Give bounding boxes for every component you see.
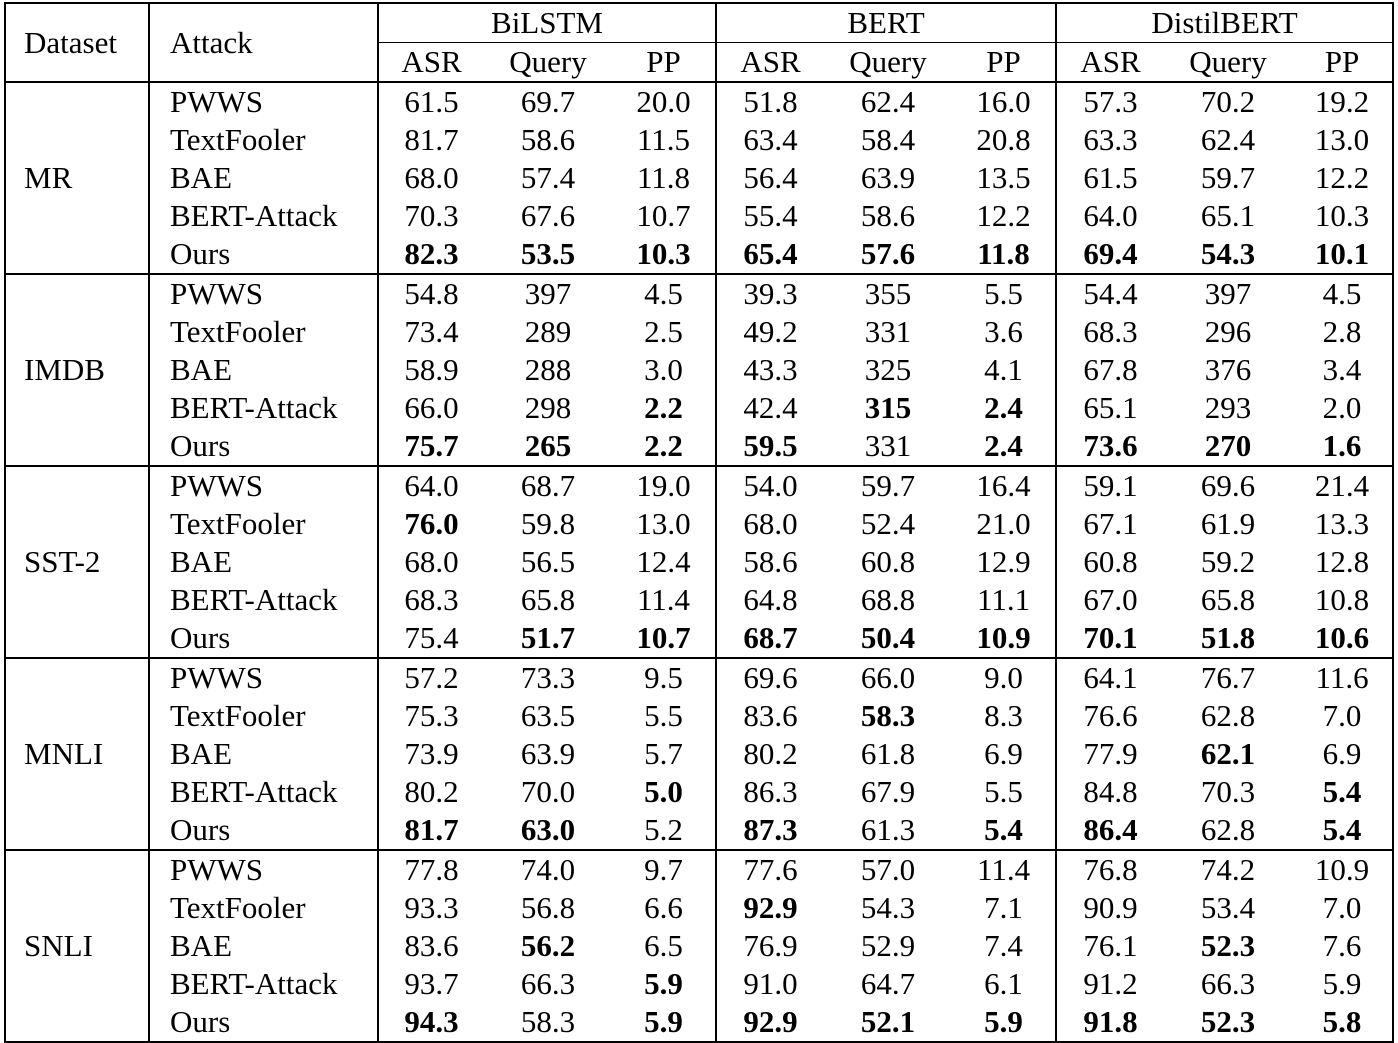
value-cell: 3.6	[952, 313, 1056, 351]
value-cell: 54.4	[1083, 276, 1138, 311]
value-cell: 5.9	[952, 1003, 1056, 1042]
value-cell: 298	[524, 390, 572, 425]
value-cell: 12.2	[1292, 159, 1393, 197]
value-cell: 93.7	[404, 966, 459, 1001]
value-cell: 64.0	[1083, 198, 1138, 233]
value-cell: 68.8	[860, 582, 916, 617]
dataset-cell: SST-2	[5, 466, 149, 658]
value-cell: 69.6	[743, 660, 798, 695]
table-row	[5, 850, 1393, 889]
value-cell: 21.4	[1292, 466, 1393, 505]
value-cell: 5.9	[1292, 965, 1393, 1003]
value-cell: 90.9	[1083, 890, 1138, 925]
value-cell: 82.3	[378, 235, 484, 274]
value-cell: 11.8	[612, 159, 716, 197]
value-cell: 9.7	[612, 850, 716, 889]
table-header	[5, 3, 1393, 82]
value-cell: 7.6	[1292, 927, 1393, 965]
attack-cell: TextFooler	[149, 505, 378, 543]
value-cell: 75.3	[404, 698, 459, 733]
value-cell: 73.4	[404, 314, 459, 349]
value-cell: 5.9	[612, 965, 716, 1003]
value-cell: 11.1	[952, 581, 1056, 619]
table-row	[5, 274, 1393, 313]
value-cell: 3.0	[612, 351, 716, 389]
value-cell: 67.0	[1083, 582, 1138, 617]
value-cell: 92.9	[716, 1003, 824, 1042]
value-cell: 5.4	[952, 811, 1056, 850]
value-cell: 57.3	[1083, 84, 1138, 119]
value-cell: 5.8	[1292, 1003, 1393, 1042]
value-cell: 270	[1164, 427, 1292, 466]
value-cell: 57.2	[404, 660, 459, 695]
value-cell: 76.6	[1083, 698, 1138, 733]
value-cell: 19.2	[1292, 82, 1393, 121]
value-cell: 86.4	[1056, 811, 1164, 850]
value-cell: 66.0	[860, 660, 916, 695]
attack-cell: BAE	[149, 543, 378, 581]
attack-cell: BERT-Attack	[149, 965, 378, 1003]
value-cell: 56.5	[520, 544, 576, 579]
value-cell: 10.6	[1292, 619, 1393, 658]
dataset-cell: MNLI	[5, 658, 149, 850]
attack-cell: Ours	[149, 235, 378, 274]
value-cell: 9.5	[612, 658, 716, 697]
results-table	[4, 2, 1394, 1043]
header-model-bilstm: BiLSTM	[378, 3, 716, 43]
value-cell: 289	[524, 314, 572, 349]
value-cell: 12.4	[612, 543, 716, 581]
value-cell: 91.8	[1056, 1003, 1164, 1042]
value-cell: 84.8	[1083, 774, 1138, 809]
value-cell: 54.3	[1164, 235, 1292, 274]
value-cell: 68.0	[404, 160, 459, 195]
value-cell: 7.0	[1292, 697, 1393, 735]
value-cell: 58.6	[520, 122, 576, 157]
value-cell: 331	[824, 427, 952, 466]
value-cell: 54.3	[860, 890, 916, 925]
value-cell: 92.9	[743, 890, 798, 925]
value-cell: 6.1	[952, 965, 1056, 1003]
value-cell: 4.5	[612, 274, 716, 313]
attack-cell: BERT-Attack	[149, 581, 378, 619]
table-row	[5, 581, 1393, 619]
value-cell: 13.0	[612, 505, 716, 543]
value-cell: 20.8	[952, 121, 1056, 159]
value-cell: 51.8	[1164, 619, 1292, 658]
attack-cell: BAE	[149, 927, 378, 965]
value-cell: 68.3	[1083, 314, 1138, 349]
value-cell: 5.5	[952, 274, 1056, 313]
header-metric: PP	[952, 43, 1056, 83]
value-cell: 74.2	[1200, 852, 1256, 887]
table-row	[5, 427, 1393, 466]
value-cell: 77.9	[1083, 736, 1138, 771]
value-cell: 81.7	[404, 122, 459, 157]
value-cell: 39.3	[743, 276, 798, 311]
value-cell: 7.0	[1292, 889, 1393, 927]
value-cell: 83.6	[743, 698, 798, 733]
value-cell: 52.4	[860, 506, 916, 541]
table-row	[5, 735, 1393, 773]
table-row	[5, 235, 1393, 274]
value-cell: 76.9	[743, 928, 798, 963]
value-cell: 58.9	[404, 352, 459, 387]
value-cell: 2.0	[1292, 389, 1393, 427]
value-cell: 58.4	[860, 122, 916, 157]
table-row	[5, 197, 1393, 235]
value-cell: 5.4	[1292, 773, 1393, 811]
header-metric: ASR	[378, 43, 484, 83]
value-cell: 64.0	[404, 468, 459, 503]
value-cell: 376	[1204, 352, 1252, 387]
value-cell: 76.8	[1083, 852, 1138, 887]
value-cell: 6.6	[612, 889, 716, 927]
value-cell: 76.7	[1200, 660, 1256, 695]
value-cell: 1.6	[1292, 427, 1393, 466]
value-cell: 11.6	[1292, 658, 1393, 697]
value-cell: 80.2	[404, 774, 459, 809]
value-cell: 50.4	[824, 619, 952, 658]
value-cell: 74.0	[520, 852, 576, 887]
value-cell: 91.0	[743, 966, 798, 1001]
value-cell: 11.4	[612, 581, 716, 619]
value-cell: 54.0	[743, 468, 798, 503]
value-cell: 75.7	[378, 427, 484, 466]
attack-cell: Ours	[149, 619, 378, 658]
value-cell: 69.4	[1056, 235, 1164, 274]
attack-cell: TextFooler	[149, 313, 378, 351]
value-cell: 397	[1204, 276, 1252, 311]
value-cell: 9.0	[952, 658, 1056, 697]
header-model-bert: BERT	[716, 3, 1056, 43]
value-cell: 315	[864, 390, 912, 425]
table-row	[5, 505, 1393, 543]
value-cell: 5.5	[952, 773, 1056, 811]
value-cell: 61.8	[860, 736, 916, 771]
value-cell: 11.5	[612, 121, 716, 159]
value-cell: 288	[524, 352, 572, 387]
value-cell: 10.8	[1292, 581, 1393, 619]
value-cell: 55.4	[743, 198, 798, 233]
table-row	[5, 121, 1393, 159]
value-cell: 83.6	[404, 928, 459, 963]
value-cell: 13.5	[952, 159, 1056, 197]
value-cell: 87.3	[716, 811, 824, 850]
value-cell: 2.2	[612, 389, 716, 427]
value-cell: 5.0	[612, 773, 716, 811]
value-cell: 54.8	[404, 276, 459, 311]
attack-cell: PWWS	[149, 466, 378, 505]
attack-cell: TextFooler	[149, 697, 378, 735]
value-cell: 63.9	[860, 160, 916, 195]
attack-cell: PWWS	[149, 274, 378, 313]
value-cell: 5.7	[612, 735, 716, 773]
value-cell: 16.4	[952, 466, 1056, 505]
value-cell: 12.2	[952, 197, 1056, 235]
table-row	[5, 543, 1393, 581]
value-cell: 53.4	[1200, 890, 1256, 925]
table-row	[5, 965, 1393, 1003]
value-cell: 63.5	[520, 698, 576, 733]
value-cell: 5.9	[612, 1003, 716, 1042]
value-cell: 73.9	[404, 736, 459, 771]
value-cell: 57.0	[860, 852, 916, 887]
value-cell: 62.1	[1200, 736, 1256, 771]
value-cell: 58.3	[484, 1003, 612, 1042]
value-cell: 76.0	[404, 506, 459, 541]
value-cell: 52.3	[1200, 928, 1256, 963]
attack-cell: TextFooler	[149, 889, 378, 927]
value-cell: 13.0	[1292, 121, 1393, 159]
value-cell: 75.4	[378, 619, 484, 658]
value-cell: 21.0	[952, 505, 1056, 543]
attack-cell: PWWS	[149, 658, 378, 697]
table-row	[5, 466, 1393, 505]
header-attack: Attack	[149, 3, 378, 82]
value-cell: 59.8	[520, 506, 576, 541]
value-cell: 70.1	[1056, 619, 1164, 658]
header-metric: Query	[484, 43, 612, 83]
value-cell: 58.6	[743, 544, 798, 579]
value-cell: 68.3	[404, 582, 459, 617]
table-row	[5, 351, 1393, 389]
value-cell: 12.8	[1292, 543, 1393, 581]
table-row	[5, 811, 1393, 850]
attack-cell: BAE	[149, 735, 378, 773]
value-cell: 62.4	[860, 84, 916, 119]
value-cell: 59.1	[1083, 468, 1138, 503]
attack-cell: TextFooler	[149, 121, 378, 159]
value-cell: 57.4	[520, 160, 576, 195]
value-cell: 77.6	[743, 852, 798, 887]
value-cell: 80.2	[743, 736, 798, 771]
table-row	[5, 389, 1393, 427]
value-cell: 61.5	[1083, 160, 1138, 195]
value-cell: 7.4	[952, 927, 1056, 965]
value-cell: 91.2	[1083, 966, 1138, 1001]
table-row	[5, 658, 1393, 697]
value-cell: 65.1	[1083, 390, 1138, 425]
value-cell: 2.4	[952, 427, 1056, 466]
attack-cell: Ours	[149, 427, 378, 466]
value-cell: 16.0	[952, 82, 1056, 121]
value-cell: 52.9	[860, 928, 916, 963]
table-row	[5, 1003, 1393, 1042]
value-cell: 325	[864, 352, 912, 387]
value-cell: 67.6	[520, 198, 576, 233]
attack-cell: BERT-Attack	[149, 389, 378, 427]
value-cell: 397	[524, 276, 572, 311]
value-cell: 43.3	[743, 352, 798, 387]
value-cell: 4.5	[1292, 274, 1393, 313]
table-row	[5, 773, 1393, 811]
value-cell: 66.0	[404, 390, 459, 425]
value-cell: 70.3	[1200, 774, 1256, 809]
value-cell: 296	[1204, 314, 1252, 349]
table-row	[5, 313, 1393, 351]
value-cell: 61.3	[824, 811, 952, 850]
value-cell: 6.9	[1292, 735, 1393, 773]
value-cell: 293	[1204, 390, 1252, 425]
dataset-cell: IMDB	[5, 274, 149, 466]
value-cell: 10.7	[612, 197, 716, 235]
header-metric: PP	[612, 43, 716, 83]
attack-cell: BERT-Attack	[149, 197, 378, 235]
value-cell: 81.7	[378, 811, 484, 850]
table-row	[5, 619, 1393, 658]
value-cell: 63.0	[484, 811, 612, 850]
value-cell: 70.0	[520, 774, 576, 809]
value-cell: 69.6	[1200, 468, 1256, 503]
value-cell: 10.3	[612, 235, 716, 274]
value-cell: 56.2	[520, 928, 576, 963]
dataset-cell: MR	[5, 82, 149, 274]
value-cell: 70.2	[1200, 84, 1256, 119]
value-cell: 57.6	[824, 235, 952, 274]
value-cell: 66.3	[520, 966, 576, 1001]
dataset-cell: SNLI	[5, 850, 149, 1042]
value-cell: 49.2	[743, 314, 798, 349]
value-cell: 52.3	[1164, 1003, 1292, 1042]
value-cell: 11.8	[952, 235, 1056, 274]
value-cell: 59.7	[860, 468, 916, 503]
value-cell: 68.0	[404, 544, 459, 579]
attack-cell: PWWS	[149, 850, 378, 889]
value-cell: 76.1	[1083, 928, 1138, 963]
value-cell: 355	[864, 276, 912, 311]
value-cell: 42.4	[743, 390, 798, 425]
attack-cell: BAE	[149, 351, 378, 389]
table-row	[5, 927, 1393, 965]
value-cell: 67.9	[860, 774, 916, 809]
value-cell: 70.3	[404, 198, 459, 233]
value-cell: 86.3	[743, 774, 798, 809]
value-cell: 5.5	[612, 697, 716, 735]
value-cell: 2.5	[612, 313, 716, 351]
value-cell: 7.1	[952, 889, 1056, 927]
value-cell: 58.3	[860, 698, 916, 733]
value-cell: 59.7	[1200, 160, 1256, 195]
value-cell: 2.4	[952, 389, 1056, 427]
value-cell: 20.0	[612, 82, 716, 121]
value-cell: 63.3	[1083, 122, 1138, 157]
value-cell: 64.1	[1083, 660, 1138, 695]
value-cell: 58.6	[860, 198, 916, 233]
value-cell: 62.4	[1200, 122, 1256, 157]
value-cell: 65.1	[1200, 198, 1256, 233]
value-cell: 10.3	[1292, 197, 1393, 235]
header-dataset: Dataset	[5, 3, 149, 82]
value-cell: 10.7	[612, 619, 716, 658]
value-cell: 5.2	[612, 811, 716, 850]
value-cell: 56.4	[743, 160, 798, 195]
header-metric: Query	[824, 43, 952, 83]
value-cell: 66.3	[1200, 966, 1256, 1001]
value-cell: 13.3	[1292, 505, 1393, 543]
value-cell: 67.1	[1083, 506, 1138, 541]
value-cell: 12.9	[952, 543, 1056, 581]
value-cell: 61.5	[404, 84, 459, 119]
value-cell: 93.3	[404, 890, 459, 925]
value-cell: 51.7	[484, 619, 612, 658]
header-model-distilbert: DistilBERT	[1056, 3, 1393, 43]
value-cell: 19.0	[612, 466, 716, 505]
value-cell: 51.8	[743, 84, 798, 119]
value-cell: 59.2	[1200, 544, 1256, 579]
value-cell: 62.8	[1164, 811, 1292, 850]
value-cell: 3.4	[1292, 351, 1393, 389]
value-cell: 61.9	[1200, 506, 1256, 541]
value-cell: 6.9	[952, 735, 1056, 773]
value-cell: 10.1	[1292, 235, 1393, 274]
table-row	[5, 159, 1393, 197]
value-cell: 68.0	[743, 506, 798, 541]
value-cell: 67.8	[1083, 352, 1138, 387]
value-cell: 73.3	[520, 660, 576, 695]
attack-cell: BERT-Attack	[149, 773, 378, 811]
value-cell: 2.8	[1292, 313, 1393, 351]
value-cell: 60.8	[1083, 544, 1138, 579]
value-cell: 52.1	[824, 1003, 952, 1042]
value-cell: 63.4	[743, 122, 798, 157]
value-cell: 331	[864, 314, 912, 349]
value-cell: 2.2	[612, 427, 716, 466]
table-row	[5, 82, 1393, 121]
value-cell: 63.9	[520, 736, 576, 771]
value-cell: 10.9	[952, 619, 1056, 658]
table-body	[5, 82, 1393, 1042]
attack-cell: BAE	[149, 159, 378, 197]
value-cell: 60.8	[860, 544, 916, 579]
value-cell: 265	[484, 427, 612, 466]
attack-cell: Ours	[149, 1003, 378, 1042]
value-cell: 59.5	[716, 427, 824, 466]
value-cell: 68.7	[716, 619, 824, 658]
value-cell: 94.3	[378, 1003, 484, 1042]
value-cell: 77.8	[404, 852, 459, 887]
value-cell: 4.1	[952, 351, 1056, 389]
value-cell: 11.4	[952, 850, 1056, 889]
value-cell: 65.4	[716, 235, 824, 274]
value-cell: 8.3	[952, 697, 1056, 735]
value-cell: 69.7	[520, 84, 576, 119]
value-cell: 5.4	[1292, 811, 1393, 850]
value-cell: 65.8	[520, 582, 576, 617]
value-cell: 56.8	[520, 890, 576, 925]
table-row	[5, 697, 1393, 735]
header-metric: Query	[1164, 43, 1292, 83]
attack-cell: PWWS	[149, 82, 378, 121]
value-cell: 53.5	[484, 235, 612, 274]
value-cell: 64.8	[743, 582, 798, 617]
value-cell: 10.9	[1292, 850, 1393, 889]
attack-cell: Ours	[149, 811, 378, 850]
value-cell: 64.7	[860, 966, 916, 1001]
value-cell: 73.6	[1056, 427, 1164, 466]
table-row	[5, 889, 1393, 927]
header-metric: ASR	[1056, 43, 1164, 83]
header-metric: ASR	[716, 43, 824, 83]
header-metric: PP	[1292, 43, 1393, 83]
value-cell: 6.5	[612, 927, 716, 965]
value-cell: 62.8	[1200, 698, 1256, 733]
value-cell: 65.8	[1200, 582, 1256, 617]
value-cell: 68.7	[520, 468, 576, 503]
